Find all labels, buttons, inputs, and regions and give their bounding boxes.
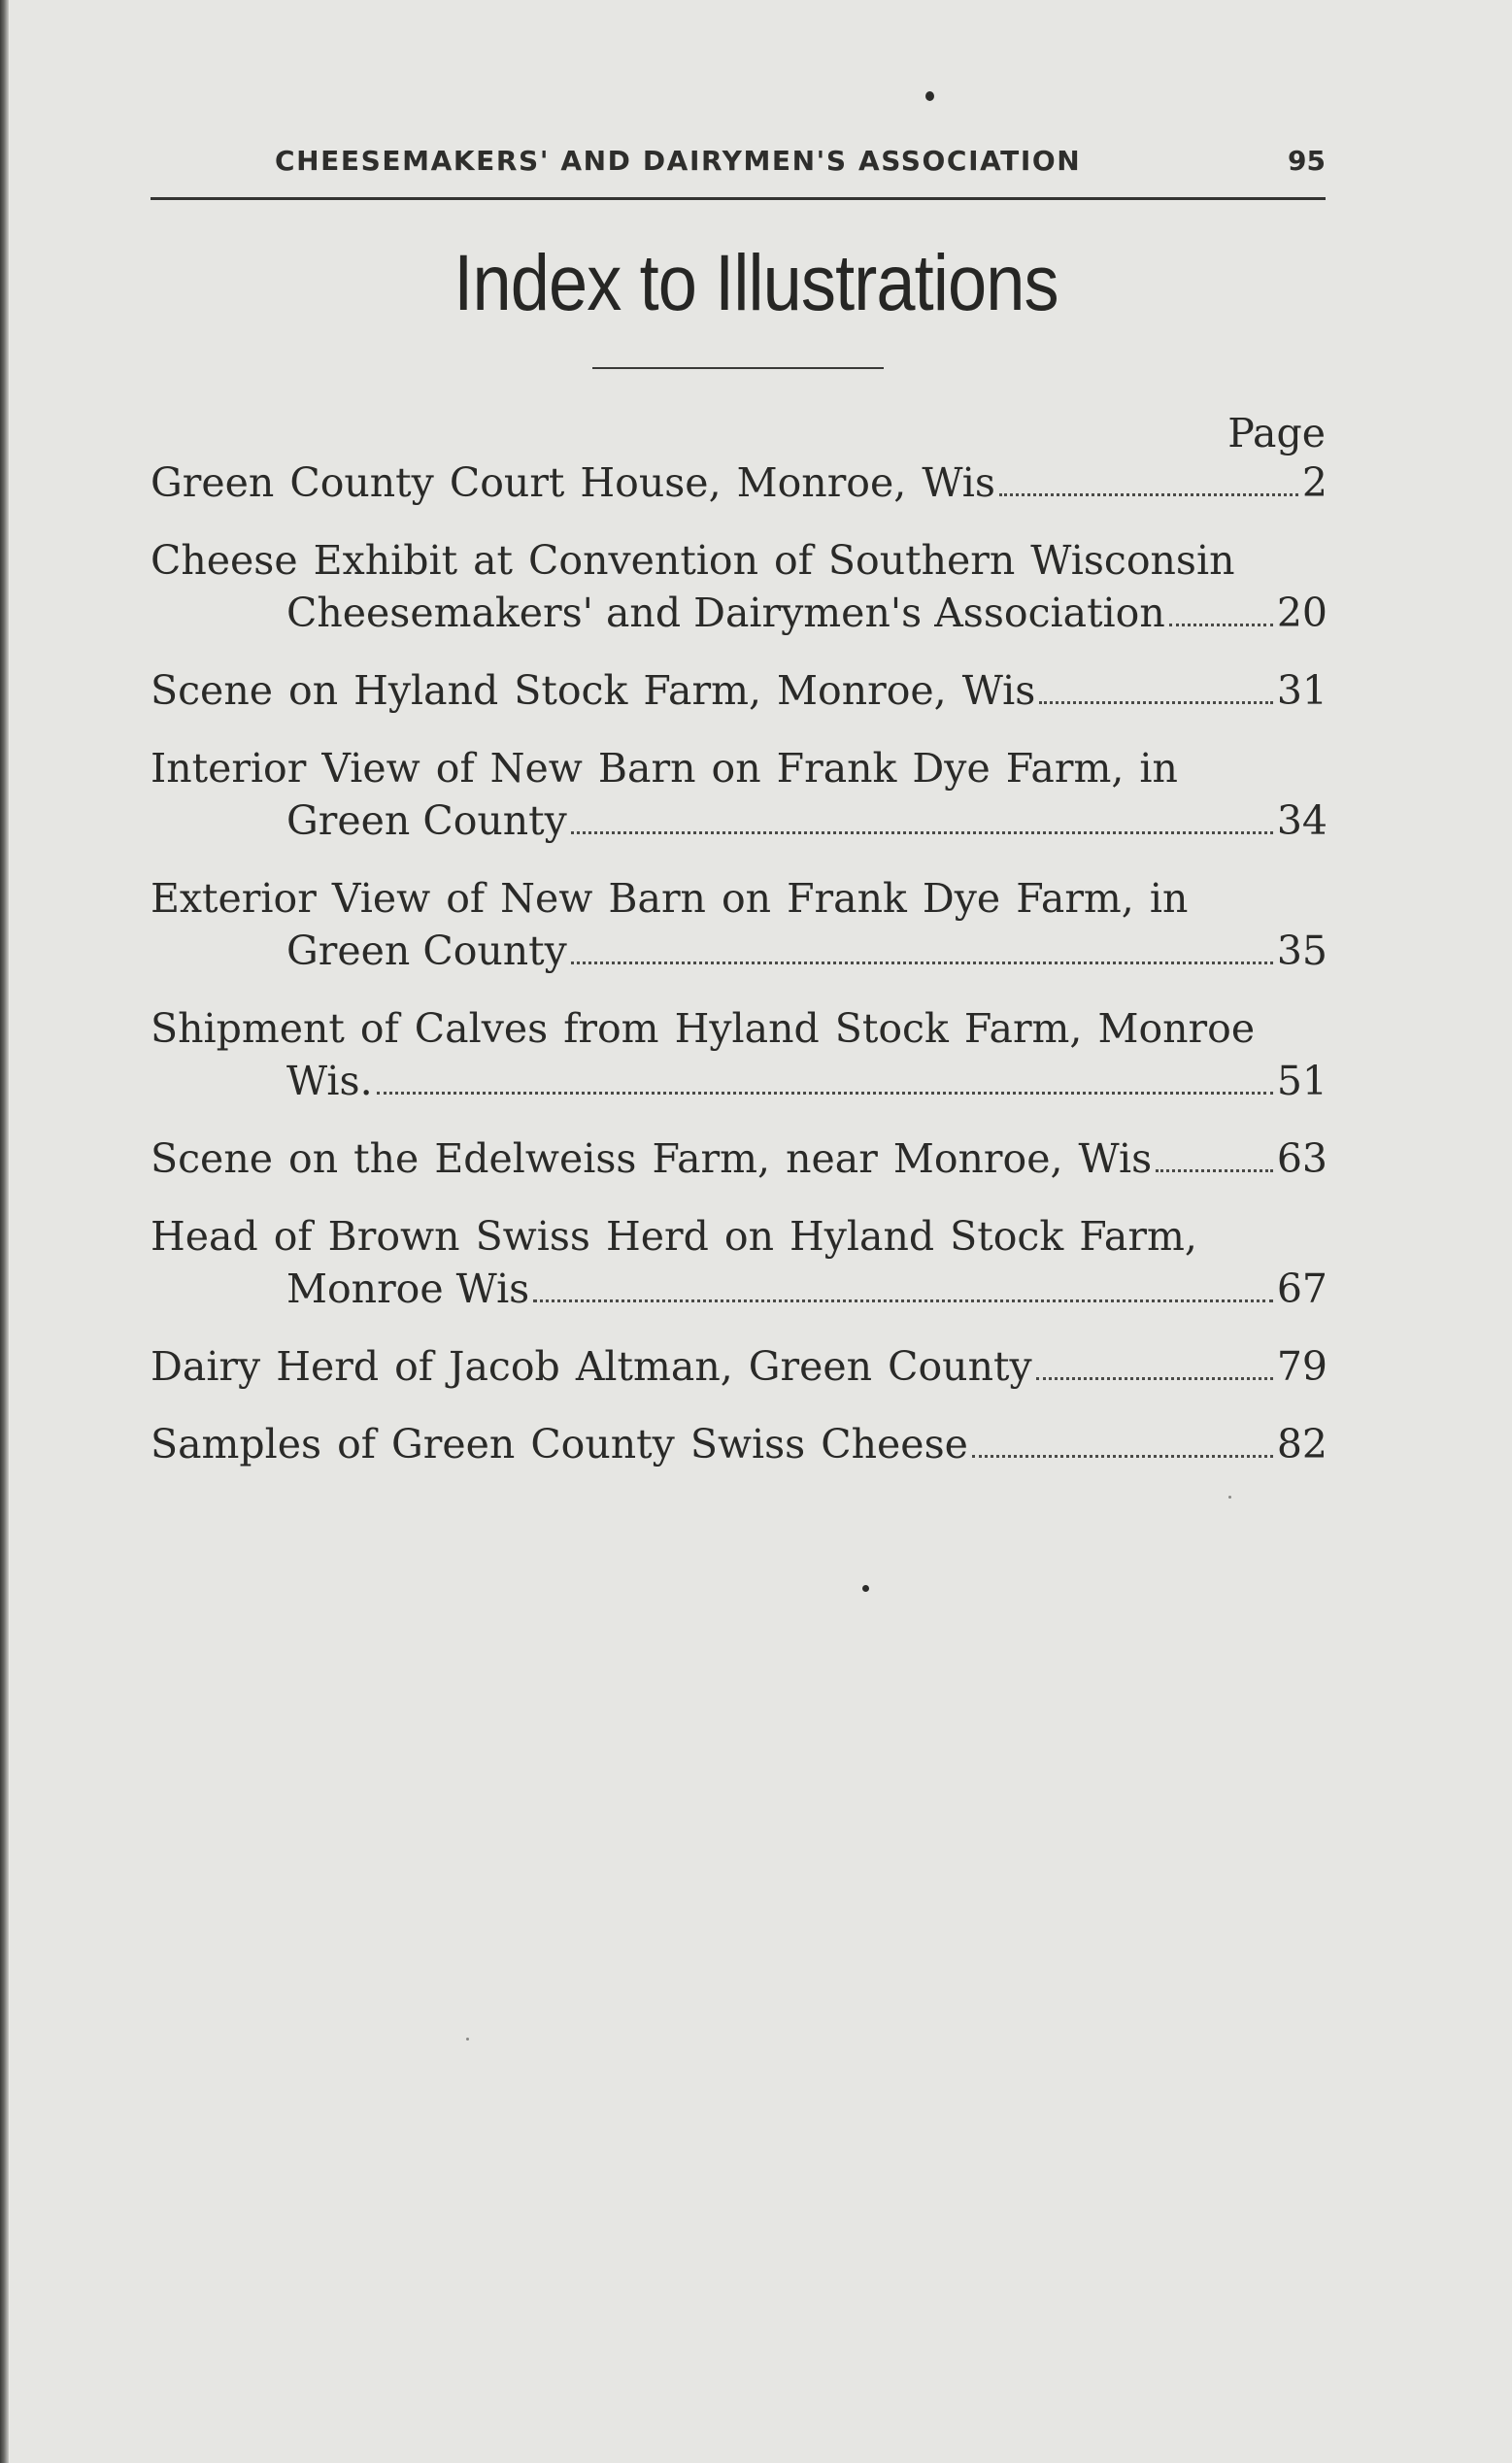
dot-leader bbox=[999, 493, 1298, 496]
ink-speck bbox=[1228, 1496, 1231, 1499]
index-entry bbox=[151, 742, 1327, 847]
page-binding-edge bbox=[0, 0, 9, 2463]
index-entry bbox=[151, 872, 1327, 977]
entry-page: 2 bbox=[1301, 459, 1327, 506]
entry-text: Scene on the Edelweiss Farm, near Monroe, Wis bbox=[151, 1135, 1153, 1182]
index-entry bbox=[151, 664, 1327, 717]
entry-continuation: Cheesemakers' and Dairymen's Association bbox=[286, 590, 1165, 636]
entry-page: 67 bbox=[1276, 1265, 1327, 1312]
header-rule bbox=[151, 197, 1326, 200]
entry-page: 63 bbox=[1276, 1135, 1327, 1182]
illustration-index-list bbox=[151, 456, 1327, 1496]
entry-page: 82 bbox=[1276, 1421, 1327, 1468]
index-entry bbox=[151, 534, 1327, 639]
entry-continuation: Wis. bbox=[286, 1058, 373, 1104]
entry-continuation: Green County bbox=[286, 797, 567, 844]
index-entry bbox=[151, 456, 1327, 509]
page-number: 95 bbox=[1288, 145, 1326, 177]
entry-page: 51 bbox=[1276, 1058, 1327, 1104]
entry-continuation: Green County bbox=[286, 928, 567, 974]
dot-leader bbox=[1169, 624, 1273, 626]
index-entry bbox=[151, 1340, 1327, 1393]
entry-text: Scene on Hyland Stock Farm, Monroe, Wis bbox=[151, 667, 1036, 714]
running-header bbox=[151, 141, 1326, 191]
index-entry bbox=[151, 1132, 1327, 1185]
page-title: Index to Illustrations bbox=[454, 239, 1058, 327]
entry-continuation: Monroe Wis bbox=[286, 1265, 530, 1312]
index-entry bbox=[151, 1418, 1327, 1470]
entry-page: 34 bbox=[1276, 797, 1327, 844]
index-entry bbox=[151, 1002, 1327, 1107]
page-column-header: Page bbox=[1227, 410, 1326, 456]
dot-leader bbox=[972, 1455, 1273, 1458]
entry-text: Interior View of New Barn on Frank Dye Farm, in bbox=[151, 745, 1178, 792]
running-title: CHEESEMAKERS' AND DAIRYMEN'S ASSOCIATION bbox=[275, 145, 1082, 177]
dot-leader bbox=[571, 831, 1273, 834]
entry-text: Dairy Herd of Jacob Altman, Green County bbox=[151, 1343, 1032, 1390]
dot-leader bbox=[1039, 701, 1273, 704]
entry-text: Green County Court House, Monroe, Wis bbox=[151, 459, 995, 506]
dot-leader bbox=[571, 962, 1273, 964]
entry-page: 79 bbox=[1276, 1343, 1327, 1390]
entry-text: Cheese Exhibit at Convention of Southern Wisconsin bbox=[151, 537, 1235, 584]
entry-text: Samples of Green County Swiss Cheese bbox=[151, 1421, 968, 1468]
dot-leader bbox=[1036, 1377, 1273, 1380]
entry-text: Exterior View of New Barn on Frank Dye Farm, in bbox=[151, 875, 1189, 922]
entry-text: Shipment of Calves from Hyland Stock Farm, Monroe bbox=[151, 1005, 1256, 1052]
title-rule bbox=[592, 367, 884, 369]
entry-page: 35 bbox=[1276, 928, 1327, 974]
ink-speck bbox=[862, 1585, 869, 1592]
dot-leader bbox=[533, 1299, 1273, 1302]
ink-speck bbox=[466, 2038, 469, 2041]
dot-leader bbox=[1156, 1169, 1273, 1172]
ink-speck bbox=[925, 91, 934, 101]
entry-text: Head of Brown Swiss Herd on Hyland Stock Farm, bbox=[151, 1213, 1197, 1260]
entry-page: 20 bbox=[1276, 590, 1327, 636]
entry-page: 31 bbox=[1276, 667, 1327, 714]
dot-leader bbox=[377, 1092, 1273, 1095]
index-entry bbox=[151, 1210, 1327, 1315]
